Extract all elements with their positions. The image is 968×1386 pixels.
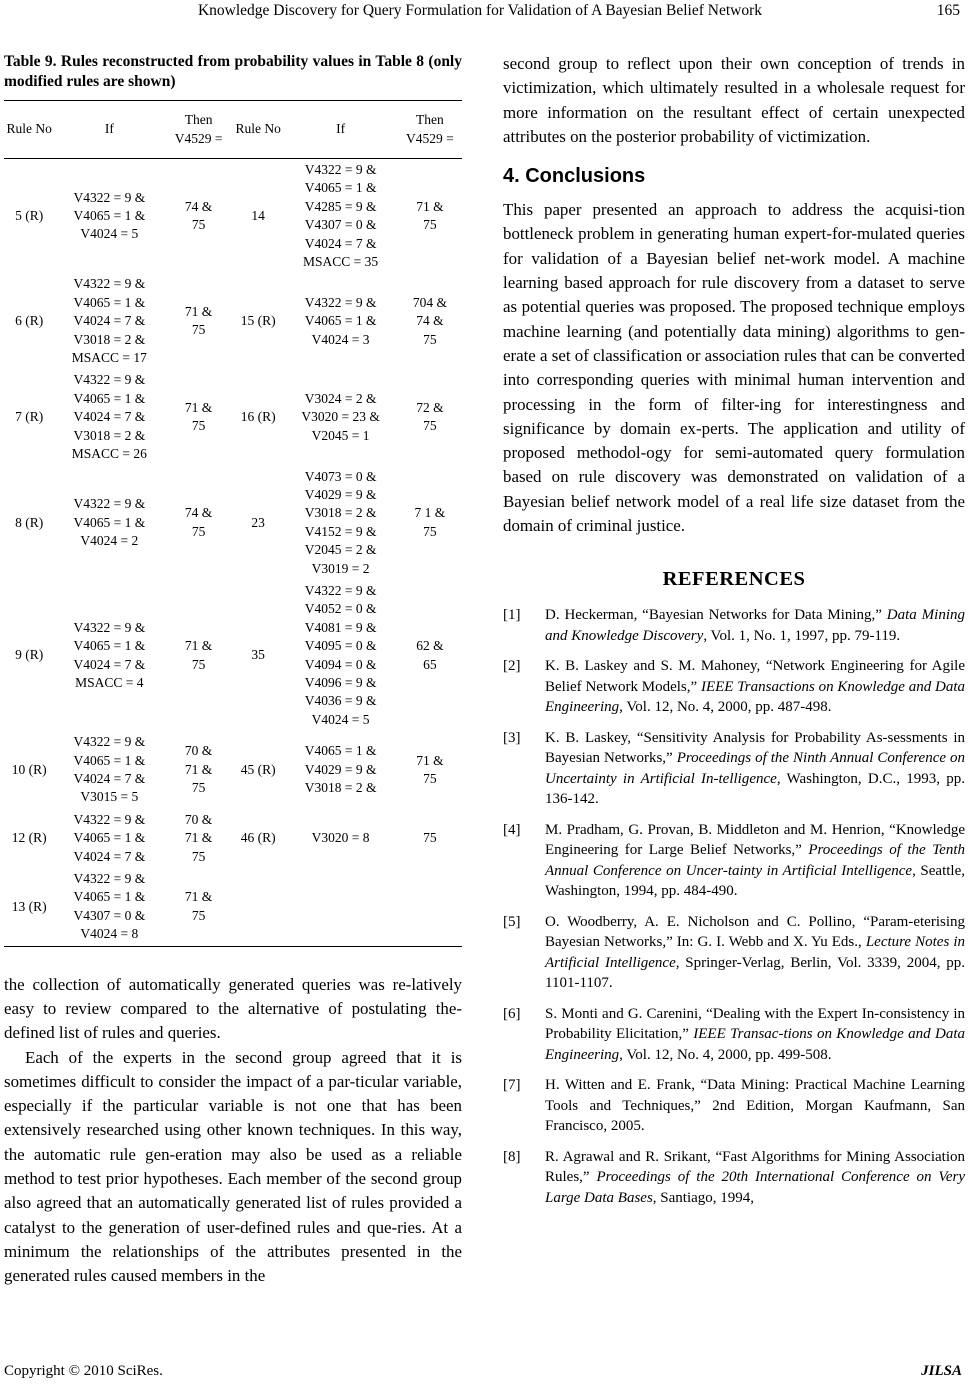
cell-line: 75 (191, 523, 206, 539)
cell-line: V4065 = 1 & (304, 313, 377, 329)
rule-no-cell: 23 (251, 514, 265, 530)
cell-line: V4322 = 9 & (73, 734, 146, 750)
rule-no-cell (233, 868, 283, 946)
reference-authors-title: H. Witten and E. Frank, “Data Mining: Practical Machine Learning Tools and Techniques,” 2nd Edition, Morgan Kaufmann, San Francisco, 2005. (545, 1077, 965, 1135)
cell-line: V2045 = 1 (311, 427, 370, 443)
cell-line: V4065 = 1 & (73, 514, 146, 530)
cell-line: V4307 = 0 & (304, 217, 377, 233)
cell-line: V4024 = 7 & (73, 848, 146, 864)
cell-line: MSACC = 17 (71, 350, 147, 366)
cell-line: 75 (423, 771, 437, 786)
if-cell (283, 809, 398, 868)
reference-authors-title: O. Woodberry, A. E. Nicholson and C. Pollino, “Param-eterising Bayesian Networks,” In: G. I. Webb and X. Yu Eds., (545, 913, 965, 951)
if-cell (283, 369, 398, 465)
cell-line: 75 (191, 656, 206, 672)
reference-details: , Vol. 1, No. 1, 1997, pp. 79-119. (703, 627, 901, 644)
header-then: Then V4529 = (398, 101, 462, 159)
cell-line: V4322 = 9 & (304, 294, 377, 310)
header-if: If (54, 101, 164, 159)
if-cell (54, 369, 164, 465)
rule-no-cell: 16 (R) (240, 409, 276, 425)
body-paragraph: the collection of automatically generated queries was re-latively easy to review compared to the alternative of postulating the-defined list of rules and queries. (4, 974, 462, 1043)
cell-line: 62 & (416, 638, 444, 654)
rule-no-cell: 15 (R) (240, 313, 276, 329)
cell-line: V4322 = 9 & (304, 162, 377, 177)
cell-line: 65 (423, 656, 437, 672)
reference-list (503, 605, 965, 1208)
reference-venue: Data Mining and Knowledge Discovery (545, 607, 965, 644)
cell-line: V4285 = 9 & (304, 198, 377, 214)
reference-text (545, 1147, 965, 1209)
cell-line: V4322 = 9 & (73, 189, 146, 205)
if-cell (54, 731, 164, 809)
then-cell (398, 809, 462, 868)
header-then: Then V4529 = (164, 101, 233, 159)
cell-line: V3015 = 5 (80, 789, 139, 805)
if-cell (283, 466, 398, 580)
cell-line: V4065 = 1 & (73, 752, 146, 768)
cell-line: V4024 = 2 (80, 532, 139, 548)
reference-details: , Seattle, Washington, 1994, pp. 484-490. (545, 862, 965, 900)
then-cell (164, 466, 233, 580)
reference-details: , Washington, D.C., 1993, pp. 136-142. (545, 770, 965, 808)
if-cell (54, 809, 164, 868)
reference-number: [1] (503, 607, 521, 624)
cell-line: V4024 = 5 (311, 711, 370, 727)
cell-line: 74 & (416, 313, 444, 329)
rule-no-cell: 8 (R) (15, 514, 44, 530)
header-rule-no: Rule No (233, 101, 283, 159)
cell-line: 75 (191, 418, 206, 434)
cell-line: MSACC = 26 (71, 446, 147, 462)
cell-line: V4024 = 5 (80, 226, 139, 242)
cell-line: V3020 = 8 (311, 830, 370, 846)
rule-no-cell: 7 (R) (15, 409, 44, 425)
conclusions-paragraph: This paper presented an approach to address the acquisi-tion bottleneck problem in generating human expert-for-mulated queries for validation of a Bayesian belief net-work model. A machine learning based approach for rule discovery from a dataset to serve as potential queries was proposed. The proposed technique employs machine learning (and potentially data mining) algorithms to gen-erate a set of classification or association rules that can be converted into corresponding queries with minimal human intervention and processing in the form of filter-ing for interestingness and significance by domain ex-perts. The application and utility of proposed methodol-ogy for semi-automated query formulation based on rule discovery was demonstrated on validation of a Bayesian belief network model of a real life size dataset from the domain of criminal justice. (503, 200, 965, 536)
reference-number: [4] (503, 821, 521, 838)
journal-name: JILSA (921, 1363, 962, 1379)
reference-authors-title: M. Pradham, G. Provan, B. Middleton and M. Henrion, “Knowledge Engineering for Large Belief Networks,” (545, 821, 965, 859)
reference-text (545, 912, 965, 994)
cell-line: V4065 = 1 & (304, 743, 377, 759)
cell-line: 75 (191, 322, 206, 338)
cell-line: 71 & (184, 304, 213, 320)
cell-line: V4029 = 9 & (304, 761, 377, 777)
then-cell (398, 369, 462, 465)
then-cell (164, 580, 233, 731)
if-cell (283, 731, 398, 809)
cell-line: 75 (191, 217, 206, 233)
table-header-row (4, 101, 462, 159)
cell-line: V4024 = 8 (80, 926, 139, 942)
copyright-notice: Copyright © 2010 SciRes. (4, 1363, 163, 1379)
cell-line: V4065 = 1 & (73, 830, 146, 846)
cell-line: V4322 = 9 & (73, 619, 146, 635)
cell-line: 74 & (184, 198, 213, 214)
cell-line: V4065 = 1 & (304, 180, 377, 196)
cell-line: V4024 = 7 & (73, 409, 146, 425)
reference-authors-title: R. Agrawal and R. Srikant, “Fast Algorithms for Mining Association Rules,” (545, 1148, 965, 1186)
body-paragraph: second group to reflect upon their own conception of trends in victimization, which ultimately resulted in a wholesale request for more information on the resultant effect of certain unexpected attributes on the posterior probability of victimization. (503, 54, 965, 146)
reference-venue: Proceedings of the Ninth Annual Conference on Uncertainty in Artificial In-telligence (545, 750, 965, 787)
cell-line: 71 & (184, 638, 213, 654)
reference-number: [6] (503, 1005, 521, 1022)
cell-line: V3024 = 2 & (304, 390, 377, 406)
reference-text (545, 605, 965, 646)
then-cell (164, 731, 233, 809)
cell-line: V4036 = 9 & (304, 693, 377, 709)
cell-line: V4029 = 9 & (304, 486, 377, 502)
reference-text (545, 728, 965, 810)
rules-table (4, 100, 462, 947)
cell-line: 70 & (184, 743, 213, 759)
table-row (4, 466, 462, 580)
if-cell (283, 868, 398, 946)
reference-item (503, 656, 965, 718)
rule-no-cell: 45 (R) (240, 761, 276, 777)
reference-item (503, 1147, 965, 1209)
reference-details: , Vol. 12, No. 4, 2000, pp. 499-508. (619, 1046, 832, 1063)
right-column (503, 52, 965, 1218)
rule-no-cell: 5 (R) (15, 208, 44, 224)
cell-line: V3019 = 2 (311, 560, 370, 576)
cell-line: 70 & (184, 811, 213, 827)
cell-line: 7 1 & (414, 505, 446, 521)
cell-line: V4094 = 0 & (304, 656, 377, 672)
cell-line: V4065 = 1 & (73, 294, 146, 310)
table-body (4, 159, 462, 947)
cell-line: V4024 = 7 & (73, 313, 146, 329)
cell-line: 75 (191, 907, 206, 923)
cell-line: V3018 = 2 & (304, 780, 377, 796)
if-cell (54, 580, 164, 731)
header-if: If (283, 101, 398, 159)
cell-line: V4024 = 7 & (73, 656, 146, 672)
reference-venue: Proceedings of the Tenth Annual Conference on Uncer-tainty in Artificial Intelligence (545, 842, 965, 879)
section-heading: 4. Conclusions (503, 165, 646, 188)
if-cell (283, 580, 398, 731)
cell-line: 75 (423, 830, 437, 846)
rule-no-cell: 35 (251, 647, 265, 663)
reference-item (503, 912, 965, 994)
cell-line: V4073 = 0 & (304, 468, 377, 484)
then-cell (164, 273, 233, 369)
cell-line: 75 (423, 217, 437, 233)
reference-details: , Vol. 12, No. 4, 2000, pp. 487-498. (619, 699, 832, 716)
cell-line: 71 & (184, 400, 213, 416)
cell-line: V4307 = 0 & (73, 907, 146, 923)
reference-number: [2] (503, 658, 521, 675)
reference-text (545, 656, 965, 718)
reference-number: [5] (503, 913, 521, 930)
rule-no-cell: 9 (R) (15, 647, 44, 663)
cell-line: V4024 = 3 (311, 331, 370, 347)
body-paragraph: Each of the experts in the second group agreed that it is sometimes difficult to consider the impact of a par-ticular variable, especially if the particular variable is not one that has been extensively researched using other known techniques. In this way, the automatic rule gen-eration may also be used as a reliable method to test prior hypotheses. Each member of the second group also agreed that an automatically generated list of rules provided a catalyst to the generation of user-defined rules and que-ries. At a minimum the relationships of the attributes presented in the generated rules caused members in the (4, 1047, 462, 1286)
cell-line: 75 (191, 848, 206, 864)
if-cell (54, 159, 164, 274)
cell-line: V4065 = 1 & (73, 208, 146, 224)
cell-line: V4065 = 1 & (73, 390, 146, 406)
cell-line: V4095 = 0 & (304, 638, 377, 654)
cell-line: V3018 = 2 & (73, 331, 146, 347)
reference-number: [8] (503, 1148, 521, 1165)
then-cell (164, 868, 233, 946)
cell-line: V4322 = 9 & (73, 496, 146, 512)
cell-line: 75 (423, 418, 437, 434)
cell-line: V4065 = 1 & (73, 638, 146, 654)
reference-authors-title: K. B. Laskey and S. M. Mahoney, “Network Engineering for Agile Belief Network Models,” (545, 658, 965, 695)
reference-text (545, 1075, 965, 1137)
then-cell (398, 466, 462, 580)
reference-text (545, 1004, 965, 1066)
reference-venue: IEEE Transac-tions on Knowledge and Data Engineering (545, 1026, 965, 1063)
table-row (4, 580, 462, 731)
cell-line: 75 (423, 523, 437, 539)
reference-number: [3] (503, 729, 521, 746)
cell-line: 71 & (184, 830, 213, 846)
cell-line: MSACC = 4 (75, 674, 144, 690)
cell-line: 71 & (184, 889, 213, 905)
if-cell (283, 273, 398, 369)
cell-line: 75 (191, 780, 206, 796)
then-cell (398, 273, 462, 369)
cell-line: V2045 = 2 & (304, 542, 377, 558)
reference-details: , Springer-Verlag, Berlin, Vol. 3339, 2004, pp. 1101-1107. (545, 954, 965, 992)
rule-no-cell: 6 (R) (15, 313, 44, 329)
table-row (4, 809, 462, 868)
then-cell (398, 868, 462, 946)
then-cell (398, 731, 462, 809)
page-number: 165 (936, 2, 960, 19)
table-row (4, 731, 462, 809)
table-row (4, 369, 462, 465)
cell-line: V4322 = 9 & (73, 811, 146, 827)
reference-item (503, 1004, 965, 1066)
if-cell (54, 273, 164, 369)
cell-line: V4024 = 7 & (73, 771, 146, 786)
reference-item (503, 605, 965, 646)
if-cell (54, 868, 164, 946)
cell-line: 74 & (184, 505, 213, 521)
cell-line: 71 & (416, 752, 444, 768)
cell-line: V4096 = 9 & (304, 674, 377, 690)
rule-no-cell: 13 (R) (4, 868, 54, 946)
reference-item (503, 820, 965, 902)
cell-line: V4322 = 9 & (73, 372, 146, 388)
rule-no-cell: 46 (R) (240, 830, 276, 846)
header-rule-no: Rule No (4, 101, 54, 159)
cell-line: V4322 = 9 & (73, 871, 146, 887)
rule-no-cell: 12 (R) (11, 830, 47, 846)
cell-line: V4065 = 1 & (73, 889, 146, 905)
reference-item (503, 1075, 965, 1137)
reference-number: [7] (503, 1077, 521, 1094)
cell-line: 71 & (184, 761, 213, 777)
cell-line: V4322 = 9 & (73, 276, 146, 292)
then-cell (398, 159, 462, 274)
cell-line: 704 & (412, 294, 447, 310)
reference-venue: Proceedings of the 20th International Conference on Very Large Data Bases (545, 1169, 966, 1206)
reference-venue: IEEE Transactions on Knowledge and Data Engineering (545, 678, 965, 716)
reference-authors-title: K. B. Laskey, “Sensitivity Analysis for Probability As-sessments in Bayesian Networks,” (545, 729, 965, 767)
cell-line: V3020 = 23 & (301, 409, 380, 425)
cell-line: 72 & (416, 400, 444, 416)
cell-line: 75 (423, 331, 437, 347)
rule-no-cell: 10 (R) (11, 761, 47, 777)
cell-line: V4322 = 9 & (304, 582, 377, 598)
cell-line: V4052 = 0 & (304, 601, 377, 617)
rule-no-cell: 14 (251, 208, 265, 224)
cell-line: V3018 = 2 & (304, 505, 377, 521)
reference-authors-title: D. Heckerman, “Bayesian Networks for Data Mining,” (545, 607, 887, 624)
references-heading: REFERENCES (662, 568, 806, 591)
reference-authors-title: S. Monti and G. Carenini, “Dealing with the Expert In-consistency in Probability Elicitation,” (545, 1005, 965, 1043)
then-cell (164, 809, 233, 868)
cell-line: V4081 = 9 & (304, 619, 377, 635)
then-cell (398, 580, 462, 731)
reference-venue: Lecture Notes in Artificial Intelligence (545, 934, 965, 971)
if-cell (54, 466, 164, 580)
then-cell (164, 159, 233, 274)
cell-line: 71 & (416, 198, 444, 214)
if-cell (283, 159, 398, 274)
running-header: Knowledge Discovery for Query Formulation for Validation of A Bayesian Belief Network (197, 2, 763, 19)
table-caption: Table 9. Rules reconstructed from probability values in Table 8 (only modified rules are shown) (4, 53, 462, 90)
then-cell (164, 369, 233, 465)
reference-item (503, 728, 965, 810)
table-row (4, 868, 462, 946)
left-column (4, 52, 462, 1289)
table-row (4, 273, 462, 369)
table-row (4, 159, 462, 274)
reference-text (545, 820, 965, 902)
cell-line: V3018 = 2 & (73, 427, 146, 443)
reference-details: , Santiago, 1994, (652, 1189, 755, 1206)
cell-line: V4152 = 9 & (304, 523, 377, 539)
cell-line: V4024 = 7 & (304, 235, 377, 251)
cell-line: MSACC = 35 (303, 254, 379, 270)
